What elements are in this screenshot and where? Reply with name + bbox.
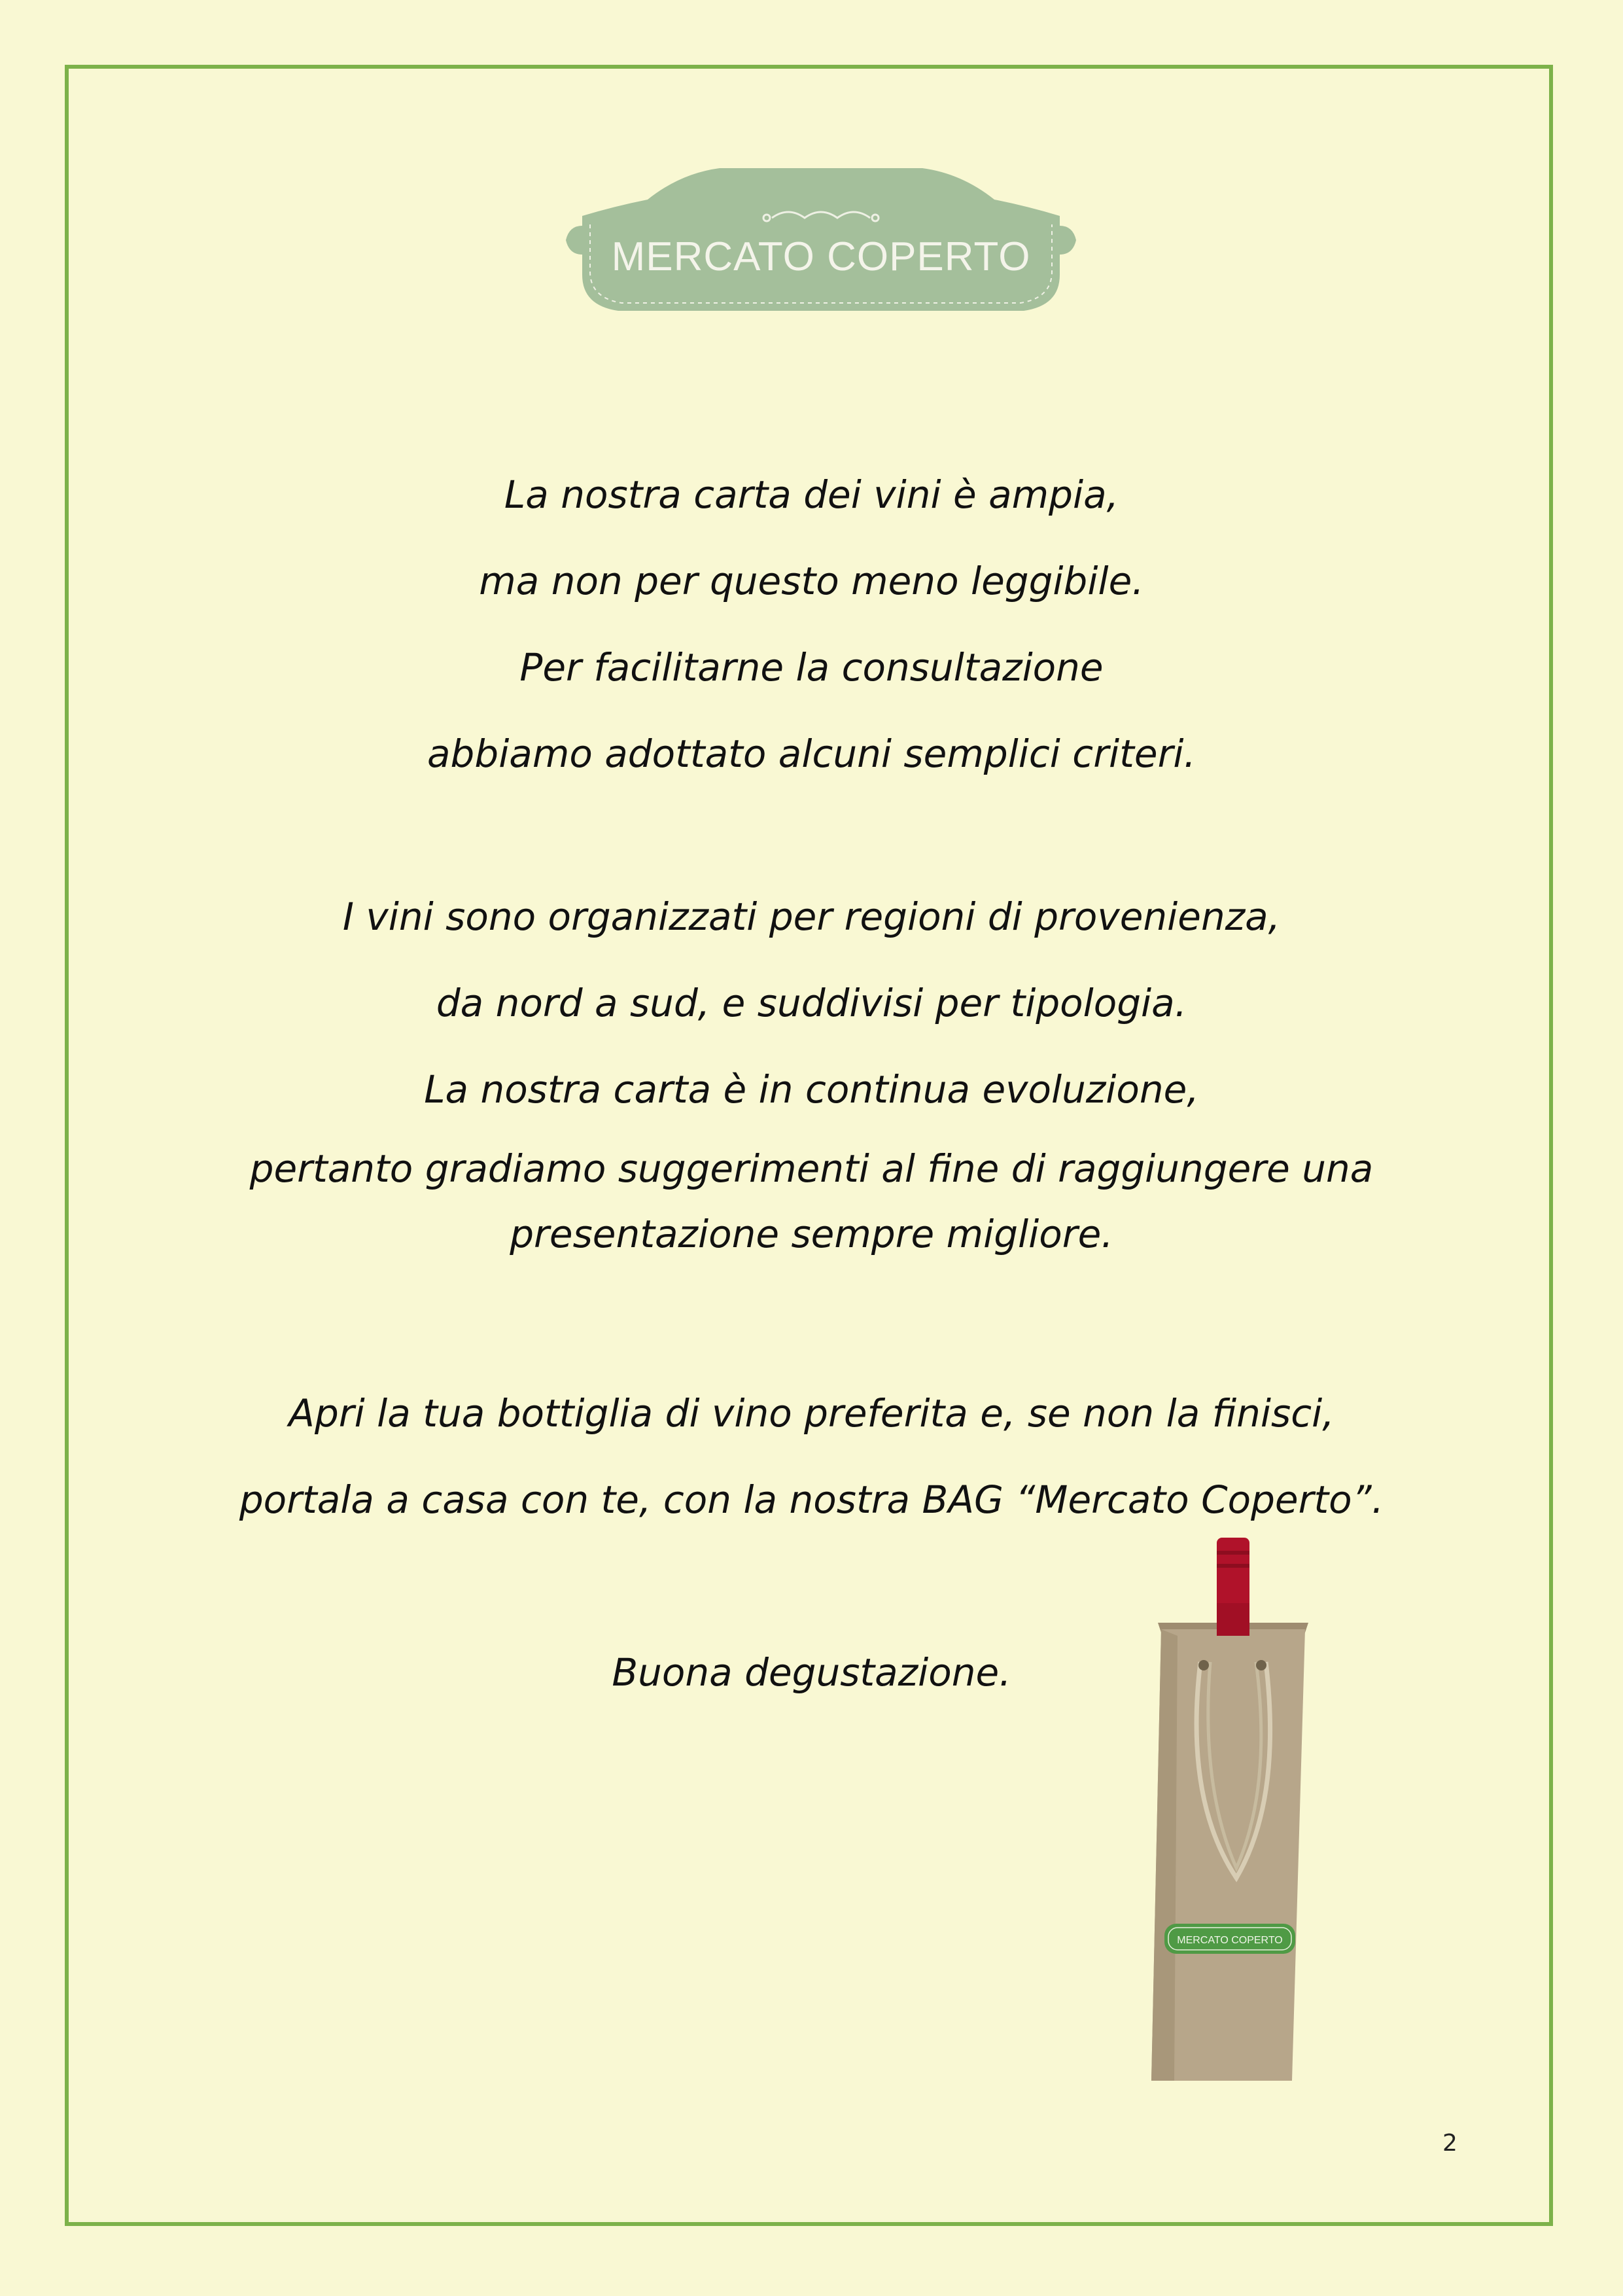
intro-line-2: ma non per questo meno leggibile.	[479, 559, 1144, 603]
organization-paragraph	[131, 874, 1492, 1263]
bag-offer-line-1: Apri la tua bottiglia di vino preferita e, se non la finisci,	[288, 1391, 1335, 1436]
logo-text: MERCATO COPERTO	[611, 234, 1031, 279]
bag-offer-paragraph	[131, 1370, 1492, 1543]
closing-line: Buona degustazione.	[612, 1650, 1011, 1695]
organization-line-2: da nord a sud, e suddivisi per tipologia.	[436, 981, 1187, 1025]
organization-line-3: La nostra carta è in continua evoluzione,	[424, 1067, 1199, 1112]
bag-label-text: MERCATO COPERTO	[1177, 1935, 1283, 1946]
intro-paragraph	[131, 451, 1492, 797]
intro-line-4: abbiamo adottato alcuni semplici criteri.	[427, 732, 1196, 776]
organization-line-5: presentazione sempre migliore.	[510, 1212, 1113, 1256]
intro-line-3: Per facilitarne la consultazione	[519, 645, 1104, 690]
bag-offer-line-2: portala a casa con te, con la nostra BAG “Mercato Coperto”.	[239, 1477, 1384, 1522]
page-number: 2	[1442, 2130, 1457, 2157]
wine-bag-image	[1138, 1538, 1321, 2087]
organization-line-4: pertanto gradiamo suggerimenti al fine di raggiungere una	[249, 1146, 1374, 1191]
mercato-coperto-logo	[556, 160, 1086, 321]
organization-line-1: I vini sono organizzati per regioni di provenienza,	[342, 894, 1281, 939]
intro-line-1: La nostra carta dei vini è ampia,	[504, 472, 1119, 517]
